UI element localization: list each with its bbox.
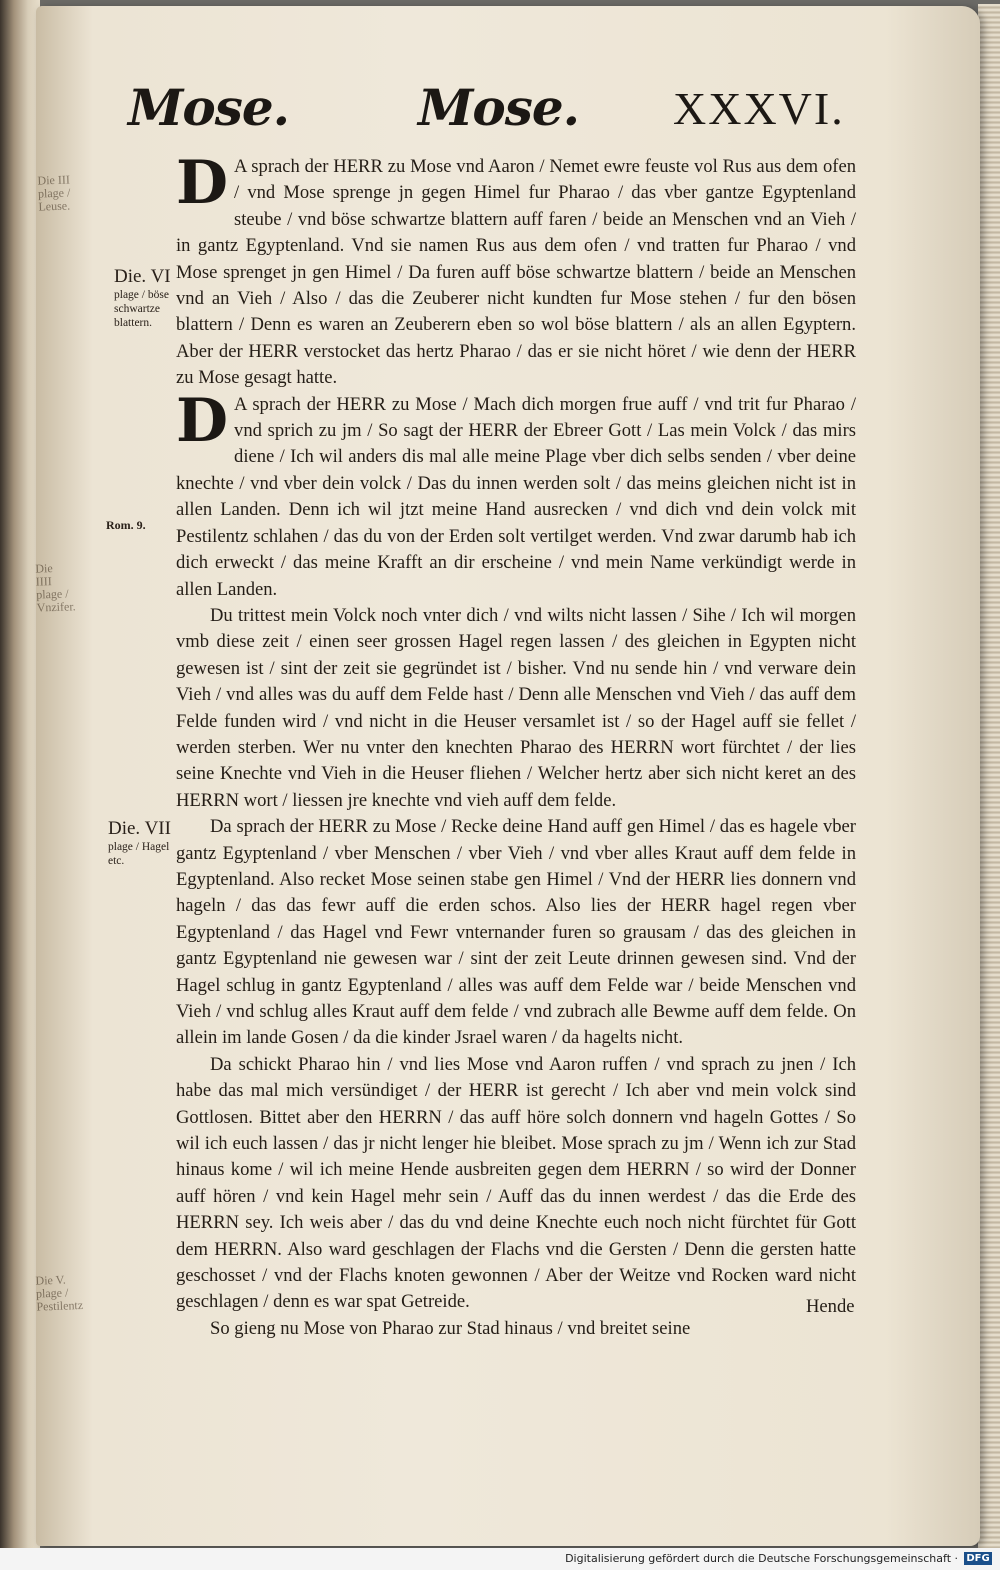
page-stack-edge (978, 4, 1000, 1550)
drop-cap: D (176, 148, 229, 218)
paragraph: Da sprach der HERR zu Mose / Recke deine Hand auff gen Himel / das es hagele vber gantz Egyptenland / vber Menschen / vber Vieh / vnd vber alles Kraut auff dem felde in Egyptenland. Also recket Mose seinen stabe gen Himel / Vnd der HERR lies donnern vnd hageln / das das fewr auff die erden schos. Also lies der HERR hagel regen vber Egyptenland / das Hagel vnd Fewr vnternander furen so grausam / das des gleichen in gantz Egyptenland nie gewesen war / sint der zeit Leute drinnen gewesen sind. Vnd der Hagel schlug in gantz Egyptenland / alles was auff dem Felde war / beide Menschen vnd Vieh / vnd schlug alles Kraut auff dem felde / vnd zubrach alle Bewme auff dem felde. On allein im lande Gosen / da die kinder Jsrael waren / da hagelts nicht. (176, 816, 856, 1049)
paragraph-text: A sprach der HERR zu Mose / Mach dich morgen frue auff / vnd trit fur Pharao / vnd sprich zu jm / So sagt der HERR der Ebreer Gott / Las mein Volck / das mirs diene / Ich wil anders dis mal alle meine Plage vber dich selbs senden / vber deine knechte / vnd vber dein volck / Das du innen werden solt / das meins gleichen nicht ist in allen Landen. Denn ich wil jtzt meine Hand ausrecken / vnd dich vnd dein volck mit Pestilentz schlahen / das du von der Erden solt vertilget werden. Vnd zwar darumb hab ich dich erweckt / das meine Krafft an dir erscheine / vnd mein Name verkündigt werde in allen Landen. (176, 393, 856, 600)
footer-bar (0, 1548, 1000, 1570)
marginal-note-rom: Rom. 9. (106, 518, 146, 532)
folio-number: XXXVI. (673, 83, 845, 134)
book-page (36, 6, 980, 1546)
paragraph: Da schickt Pharao hin / vnd lies Mose vnd Aaron ruffen / vnd sprach zu jnen / Ich habe das mal mich versündiget / der HERR ist gerecht / Ich aber vnd mein volck sind Gottlosen. Bittet aber den HERRN / das auff höre solch donnern vnd hageln Gottes / So wil ich euch lassen / das jr nicht lenger hie bleibet. Mose sprach zu jm / Wenn ich zur Stad hinaus kome / wil ich meine Hende ausbreiten gegen dem HERRN / so wird der Donner auff hören / vnd kein Hagel mehr sein / Auff das du innen werdest / das die Erde des HERRN sey. Ich weis aber / das du vnd deine Knechte euch noch nicht fürchtet für Gott dem HERRN. Also ward geschlagen der Flachs vnd die Gersten / Denn die gersten hatte geschosset / vnd der Flachs knoten gewonnen / Aber der Weitze vnd Rocken ward nicht geschlagen / denn es war spat Getreide. (176, 1053, 856, 1313)
marginal-note-plague-7 (108, 818, 180, 868)
dfg-logo-icon: DFG (964, 1552, 992, 1565)
running-title-center: Mose. (418, 78, 580, 137)
paragraph (176, 148, 856, 392)
paragraph-text: A sprach der HERR zu Mose vnd Aaron / Nemet ewre feuste vol Rus aus dem ofen / vnd Mose sprenge jn gegen Himel fur Pharao / das vber gantze Egyptenland steube / vnd böse schwartze blattern auff faren / beide an Menschen vnd an Vieh / in gantz Egyptenland. Vnd sie namen Rus aus dem ofen / vnd tratten fur Pharao / vnd Mose sprenget jn gen Himel / Da furen auff böse schwartze blattern / beide an Menschen vnd an Vieh / Also / das die Zeuberer nicht kundten fur Mose stehen / fur den bösen blattern / Denn es waren an Zeuberern eben so wol böse blattern / als an allen Egyptern. Aber der HERR verstocket das hertz Pharao / das er sie nicht höret / wie denn der HERR zu Mose gesagt hatte. (176, 156, 856, 389)
bleed-through-text: Die III plage / Leuse. (37, 172, 71, 214)
marginal-note-title: Die. VII (108, 818, 171, 839)
marginal-note-text: plage / Hagel etc. (108, 841, 170, 867)
marginal-note-plague-6 (114, 266, 184, 330)
paragraph: So gieng nu Mose von Pharao zur Stad hinaus / vnd breitet seine (210, 1317, 691, 1339)
drop-cap: D (176, 385, 229, 456)
catchword: Hende (806, 1296, 855, 1317)
paragraph: Du trittest mein Volck noch vnter dich / vnd wilts nicht lassen / Sihe / Ich wil morgen vmb diese zeit / einen seer grossen Hagel regen lassen / des gleichen in Egypten nicht gewesen ist / sint der zeit sie gegründet ist / bisher. Vnd nu sende hin / vnd verware dein Vieh / vnd alles was du auff dem Felde hast / Denn alle Menschen vnd Vieh / das auff dem Felde funden wird / vnd nicht in die Heuser versamlet ist / so der Hagel auff sie fellet / werden sterben. Wer nu vnter den knechten Pharao des HERRN wort fürchtet / der lies seine Knechte vnd Vieh in die Heuser fliehen / Welcher hertz aber sich nicht keret an des HERRN wort / liessen jre knechte vnd vieh auff dem felde. (176, 604, 856, 811)
marginal-note-title: Die. VI (114, 266, 171, 287)
funding-credit: Digitalisierung gefördert durch die Deutsche Forschungsgemeinschaft · (565, 1552, 958, 1565)
book-spine-edge (0, 0, 40, 1548)
running-header (128, 76, 868, 146)
bleed-through-text: Die V. plage / Pestilentz (35, 1272, 84, 1314)
bleed-through-text: Die IIII plage / Vnzifer. (35, 561, 76, 615)
body-text (176, 148, 856, 1342)
marginal-note-text: plage / böse schwartze blattern. (114, 289, 169, 329)
paragraph (176, 385, 856, 603)
running-title-left: Mose. (128, 78, 290, 137)
